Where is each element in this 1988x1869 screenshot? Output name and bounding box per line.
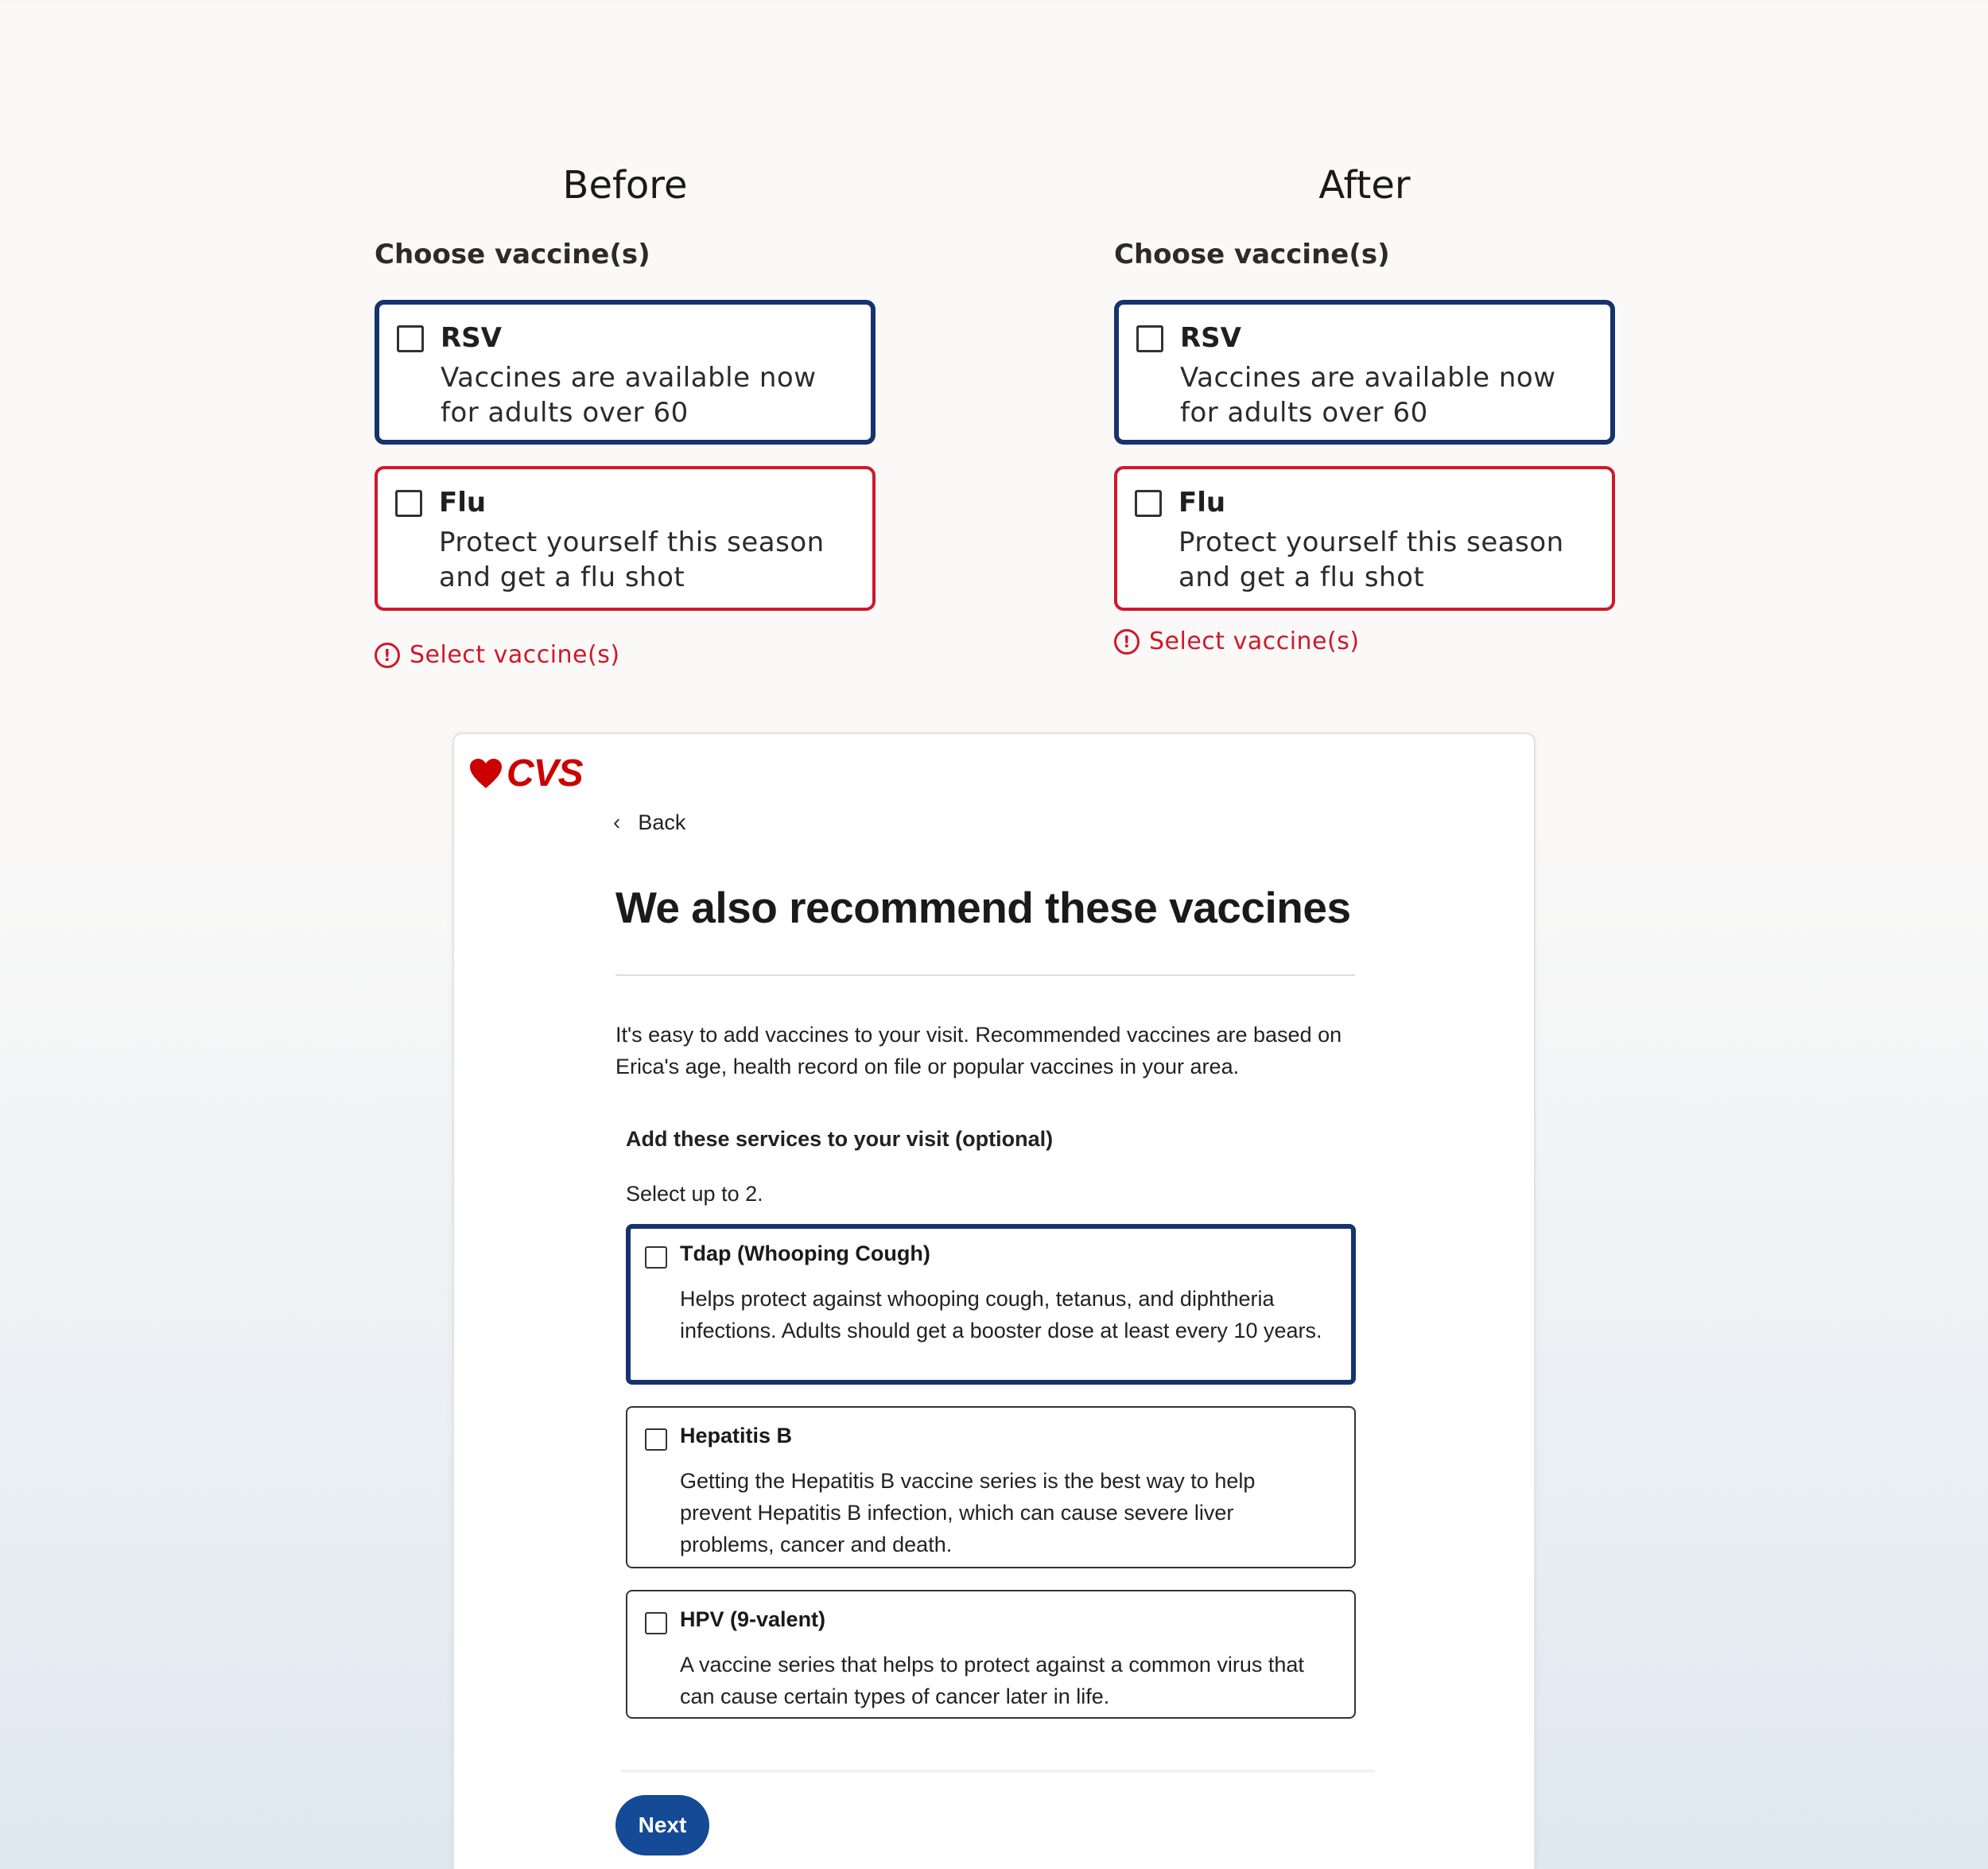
service-title: Tdap (Whooping Cough) <box>680 1241 930 1265</box>
heart-icon <box>468 758 503 790</box>
flu-checkbox[interactable] <box>1135 490 1162 517</box>
rsv-title: RSV <box>1180 322 1241 354</box>
chevron-left-icon: ‹ <box>613 810 621 834</box>
service-description: Helps protect against whooping cough, tetanus, and diphtheria infections. Adults should get a booster dose at least every 10 years. <box>680 1287 1322 1342</box>
next-button[interactable]: Next <box>615 1795 709 1855</box>
service-title: Hepatitis B <box>680 1424 793 1447</box>
flu-description: Protect yourself this season and get a flu shot <box>439 527 825 593</box>
alert-circle-icon: ! <box>375 643 400 668</box>
rsv-option[interactable] <box>1114 300 1615 445</box>
service-description: Getting the Hepatitis B vaccine series is the best way to help prevent Hepatitis B infection, which can cause severe liver problems, cancer and death. <box>680 1469 1256 1556</box>
back-link[interactable] <box>613 810 685 835</box>
hepatitis-b-checkbox[interactable] <box>645 1428 667 1451</box>
service-title: HPV (9-valent) <box>680 1607 826 1631</box>
tdap-checkbox[interactable] <box>645 1246 667 1269</box>
divider <box>615 974 1355 976</box>
before-title: Before <box>562 163 688 208</box>
rsv-description: Vaccines are available now for adults over 60 <box>1180 362 1556 429</box>
intro-text: It's easy to add vaccines to your visit. Recommended vaccines are based on Erica's age, health record on file or popular vaccines in your area. <box>615 1023 1342 1078</box>
alert-circle-icon: ! <box>1114 629 1140 655</box>
rsv-checkbox[interactable] <box>397 325 424 352</box>
footer-divider <box>621 1770 1375 1773</box>
flu-title: Flu <box>439 487 487 519</box>
after-title: After <box>1318 163 1411 208</box>
flu-checkbox[interactable] <box>395 490 422 517</box>
error-message <box>1114 628 1360 655</box>
rsv-title: RSV <box>441 322 502 354</box>
error-message <box>375 641 620 669</box>
rsv-option[interactable] <box>375 300 876 445</box>
error-text: Select vaccine(s) <box>1149 628 1360 655</box>
services-hint: Select up to 2. <box>626 1182 763 1206</box>
service-option-tdap[interactable] <box>626 1224 1356 1385</box>
service-description: A vaccine series that helps to protect against a common virus that can cause certain types of cancer later in life. <box>680 1653 1304 1708</box>
choose-vaccine-label: Choose vaccine(s) <box>375 239 650 270</box>
hpv-checkbox[interactable] <box>645 1612 667 1634</box>
back-label: Back <box>638 810 686 834</box>
cvs-logo[interactable] <box>468 752 583 795</box>
cvs-card <box>452 732 1536 1869</box>
choose-vaccine-label: Choose vaccine(s) <box>1114 239 1390 270</box>
flu-description: Protect yourself this season and get a flu shot <box>1178 527 1564 593</box>
page-title: We also recommend these vaccines <box>615 883 1351 932</box>
service-option-hepatitis-b[interactable] <box>626 1406 1356 1568</box>
flu-option[interactable] <box>375 466 876 611</box>
error-text: Select vaccine(s) <box>410 641 620 669</box>
flu-option[interactable] <box>1114 466 1615 611</box>
flu-title: Flu <box>1178 487 1226 519</box>
rsv-checkbox[interactable] <box>1136 325 1163 352</box>
services-label: Add these services to your visit (optional) <box>626 1127 1054 1151</box>
logo-text: CVS <box>507 752 583 795</box>
rsv-description: Vaccines are available now for adults over 60 <box>441 362 817 429</box>
service-option-hpv[interactable] <box>626 1590 1356 1719</box>
